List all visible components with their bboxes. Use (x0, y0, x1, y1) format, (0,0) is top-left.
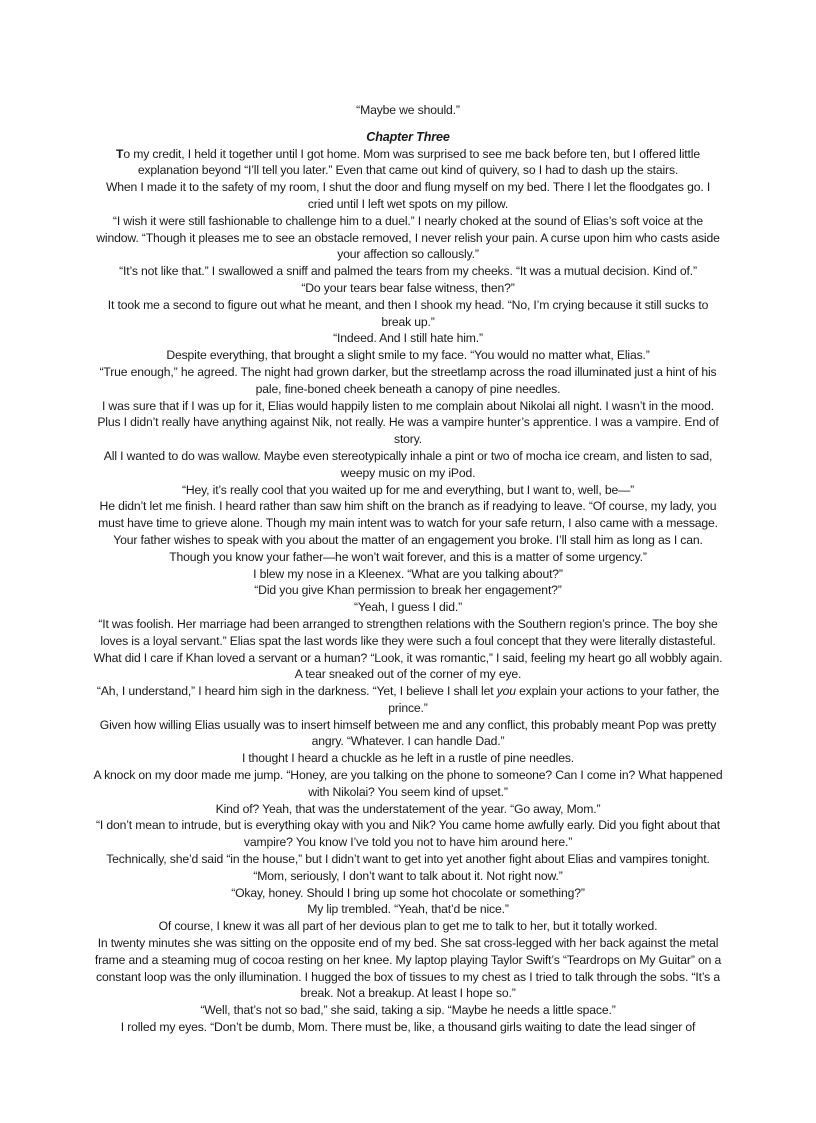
paragraph: “It was foolish. Her marriage had been arranged to strengthen relations with the Southern region’s prince. The boy she loves is a loyal servant.” Elias spat the last words like they were such a foul concept that they were literally distasteful. (98, 616, 718, 648)
paragraph: I rolled my eyes. “Don’t be dumb, Mom. There must be, like, a thousand girls waiting to date the lead singer of (120, 1020, 696, 1035)
paragraph: “Okay, honey. Should I bring up some hot chocolate or something?” (231, 885, 585, 900)
paragraph: Given how willing Elias usually was to insert himself between me and any conflict, this probably meant Pop was pretty angry. “Whatever. I can handle Dad.” (99, 717, 717, 749)
paragraph: “I wish it were still fashionable to challenge him to a duel.” I nearly choked at the sound of Elias’s soft voice at the window. “Though it pleases me to see an obstacle removed, I never relish your pain. A curse upon him who casts aside your affection so callously.” (96, 213, 720, 262)
paragraph: When I made it to the safety of my room, I shut the door and flung myself on my bed. There I let the floodgates go. I cried until I left wet spots on my pillow. (105, 180, 711, 211)
lead-line: “Maybe we should.” (356, 103, 460, 117)
paragraph: “Indeed. And I still hate him.” (333, 331, 483, 346)
paragraph: “It’s not like that.” I swallowed a sniff and palmed the tears from my cheeks. “It was a mutual decision. Kind of.” (119, 264, 697, 279)
paragraph: “I don’t mean to intrude, but is everything okay with you and Nik? You came home awfully early. Did you fight about that vampire? You know I’ve told you not to have him around here.” (95, 818, 720, 850)
paragraph: “Yeah, I guess I did.” (353, 600, 463, 615)
chapter-title: Chapter Three (366, 129, 450, 144)
paragraph: In twenty minutes she was sitting on the opposite end of my bed. She sat cross-legged with her back against the metal frame and a steaming mug of cocoa resting on her knee. My laptop playing Taylor Swift’s “Teardrops on My Guitar” on a constant loop was the only illumination. I hugged the box of tissues to my chest as I tried to talk through the sobs. “It’s a break. Not a breakup. At least I hope so.” (94, 936, 722, 1001)
paragraph: “True enough,” he agreed. The night had grown darker, but the streetlamp across the road illuminated just a hint of his pale, fine-boned cheek beneath a canopy of pine needles. (99, 364, 717, 396)
paragraph: He didn’t let me finish. I heard rather than saw him shift on the branch as if readying to leave. “Of course, my lady, you must have time to grieve alone. Though my main intent was to watch for your safe return, I also came with a message. Your father wishes to speak with you about the matter of an engagement you broke. I’ll stall him as long as I can. Though you know your father—he won’t wait forever, and this is a matter of some urgency.” (98, 499, 718, 564)
paragraph-with-emphasis (92, 683, 724, 717)
paragraph: Despite everything, that brought a slight smile to my face. “You would no matter what, Elias.” (166, 348, 650, 363)
paragraph: It took me a second to figure out what he meant, and then I shook my head. “No, I’m crying because it still sucks to break up.” (107, 297, 709, 329)
emphasis-text: you (496, 684, 516, 699)
text-column (92, 102, 724, 1036)
drop-cap: T (116, 146, 124, 161)
paragraph: I blew my nose in a Kleenex. “What are you talking about?” (253, 566, 563, 581)
first-paragraph-text: o my credit, I held it together until I got home. Mom was surprised to see me back before ten, but I offered little explanation beyond “I’ll tell you later.” Even that came out kind of quivery, so I had to dash up the stairs. (123, 146, 700, 178)
paragraph: All I wanted to do was wallow. Maybe even stereotypically inhale a pint or two of mocha ice cream, and listen to sad, weepy music on my iPod. (103, 448, 713, 480)
paragraph: I was sure that if I was up for it, Elias would happily listen to me complain about Nikolai all night. I wasn’t in the mood. Plus I didn’t really have anything against Nik, not really. He was a vampire hunter’s apprentice. I was a vampire. End of story. (97, 398, 719, 447)
paragraph: I thought I heard a chuckle as he left in a rustle of pine needles. (241, 751, 575, 766)
paragraph: A knock on my door made me jump. “Honey, are you talking on the phone to someone? Can I come in? What happened with Nikolai? You seem kind of upset.” (93, 768, 723, 799)
paragraph-group-1 (92, 179, 724, 683)
paragraph-text: explain your actions to your father, the prince.” (388, 684, 720, 715)
paragraph: Technically, she’d said “in the house,” but I didn’t want to get into yet another fight about Elias and vampires tonight. “Mom, seriously, I don’t want to talk about it. Not right now.” (106, 852, 710, 883)
paragraph: “Well, that’s not so bad,” she said, taking a sip. “Maybe he needs a little space.” (200, 1003, 616, 1018)
paragraph: “Did you give Khan permission to break her engagement?” (254, 583, 562, 598)
paragraph: Kind of? Yeah, that was the understatement of the year. “Go away, Mom.” (215, 801, 601, 816)
paragraph: “Do your tears bear false witness, then?” (301, 280, 515, 295)
paragraph: “Hey, it’s really cool that you waited up for me and everything, but I want to, well, be—” (181, 482, 635, 497)
paragraph: What did I care if Khan loved a servant or a human? “Look, it was romantic,” I said, feeling my heart go all wobbly again. A tear sneaked out of the corner of my eye. (93, 650, 723, 682)
first-paragraph (92, 146, 724, 180)
paragraph: Of course, I knew it was all part of her devious plan to get me to talk to her, but it totally worked. (158, 919, 658, 934)
paragraph-group-2 (92, 717, 724, 1036)
paragraph-text: “Ah, I understand,” I heard him sigh in the darkness. “Yet, I believe I shall let (96, 684, 497, 699)
paragraph: My lip trembled. “Yeah, that’d be nice.” (307, 902, 509, 917)
